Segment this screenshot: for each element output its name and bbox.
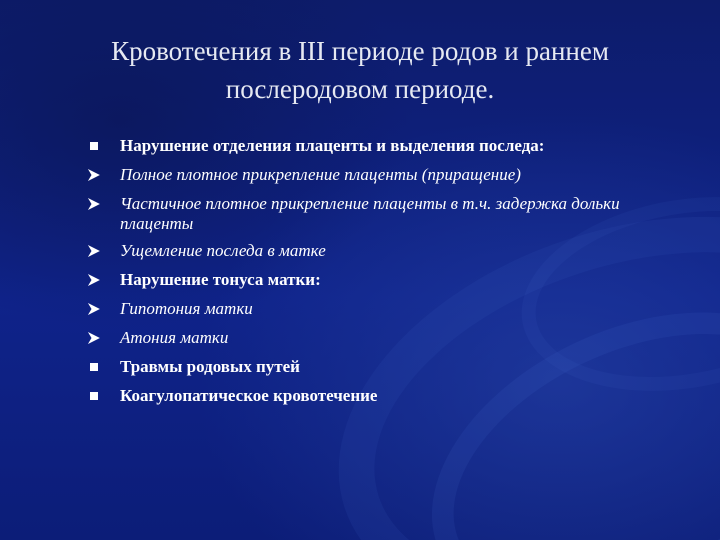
list-item	[86, 270, 696, 290]
list-item-text: Коагулопатическое кровотечение	[120, 386, 378, 405]
list-item-text: плаценты	[120, 214, 194, 233]
slide-title	[40, 32, 680, 108]
arrow-bullet-icon	[86, 165, 102, 185]
list-item-text: Гипотония матки	[120, 299, 253, 318]
square-bullet-icon	[86, 386, 102, 406]
list-item	[86, 241, 696, 261]
arrow-bullet-icon	[86, 194, 102, 214]
list-item	[86, 386, 696, 406]
list-item-text: Полное плотное прикрепление плаценты (приращение)	[120, 165, 521, 184]
list-item-text: Нарушение отделения плаценты и выделения последа:	[120, 136, 545, 155]
list-item-text: Частичное плотное прикрепление плаценты в т.ч. задержка дольки	[120, 194, 620, 213]
bullet-list	[86, 136, 696, 415]
arrow-bullet-icon	[86, 241, 102, 261]
square-bullet-icon	[86, 136, 102, 156]
slide-title-line: Кровотечения в III периоде родов и раннем	[111, 36, 609, 66]
square-bullet-icon	[86, 357, 102, 377]
list-item-text: Атония матки	[120, 328, 229, 347]
arrow-bullet-icon	[86, 270, 102, 290]
list-item	[86, 357, 696, 377]
list-item-text: Ущемление последа в матке	[120, 241, 326, 260]
list-item	[86, 299, 696, 319]
list-item-text: Нарушение тонуса матки:	[120, 270, 321, 289]
list-item	[86, 194, 696, 234]
slide-title-line: послеродовом периоде.	[225, 74, 495, 104]
list-item	[86, 165, 696, 185]
arrow-bullet-icon	[86, 299, 102, 319]
arrow-bullet-icon	[86, 328, 102, 348]
list-item	[86, 136, 696, 156]
list-item	[86, 328, 696, 348]
list-item-text: Травмы родовых путей	[120, 357, 300, 376]
